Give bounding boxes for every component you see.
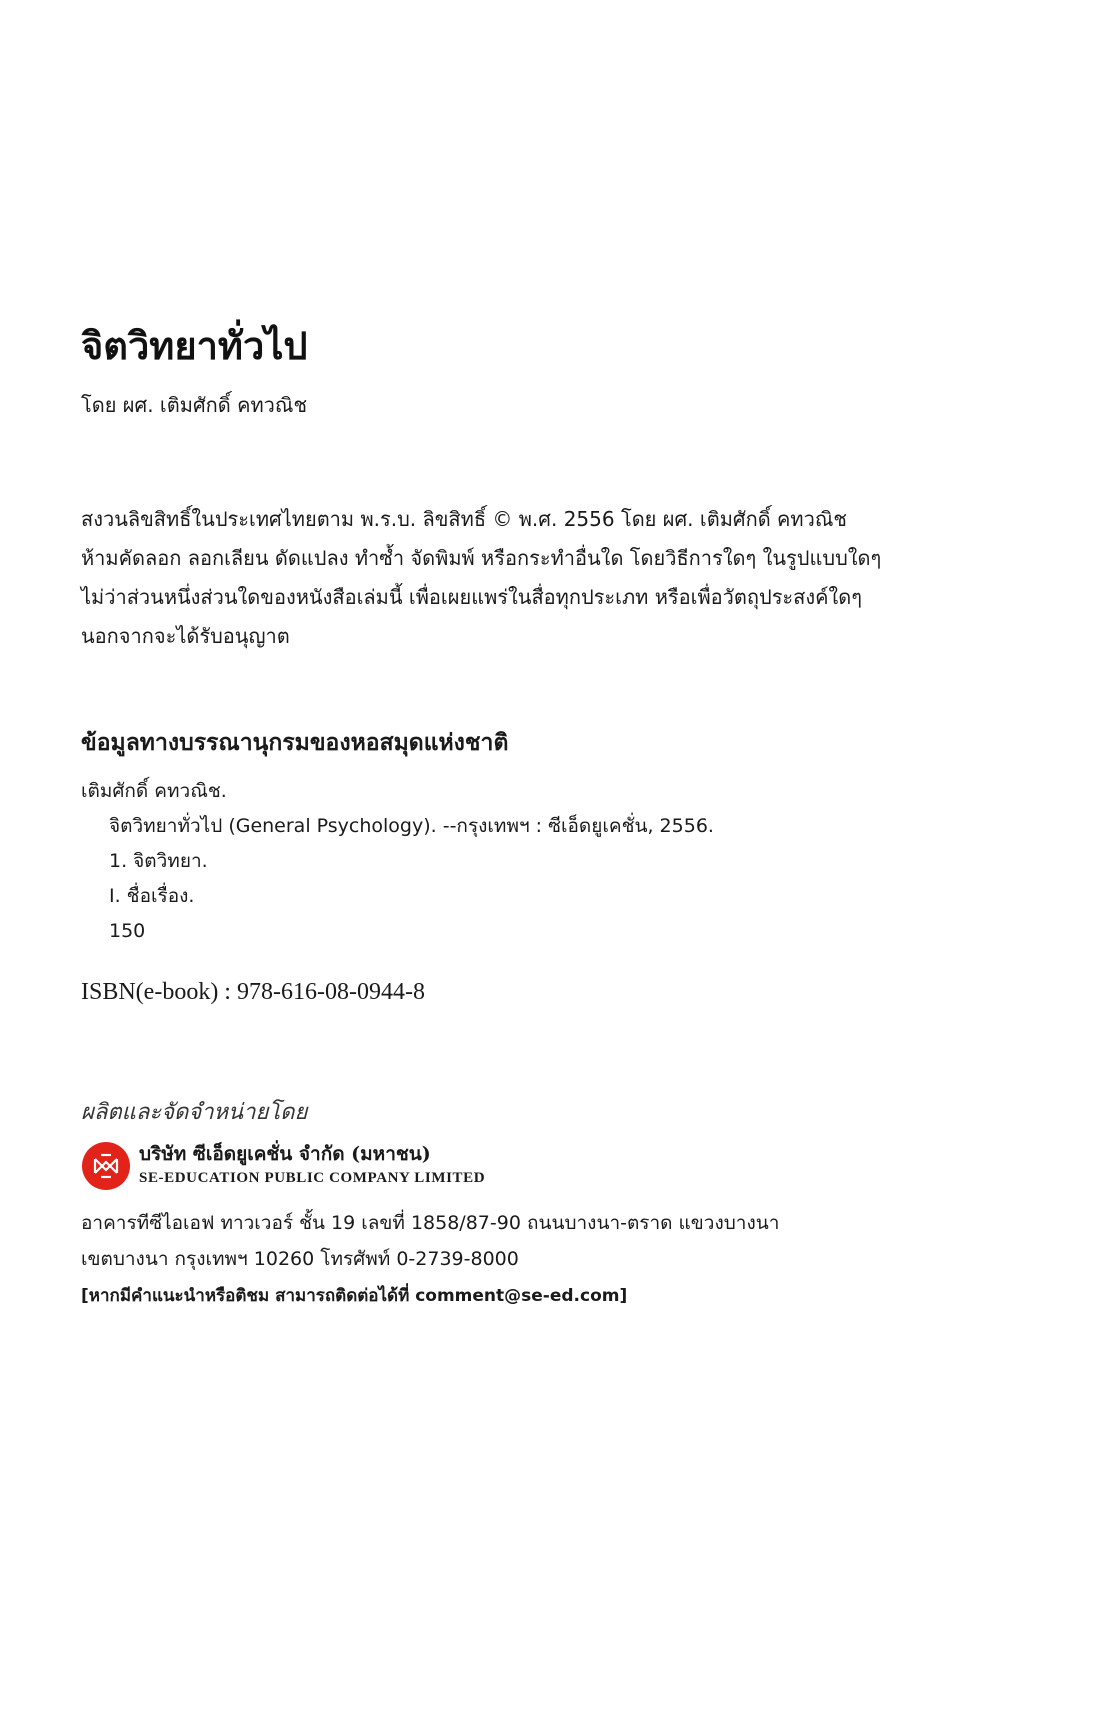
copyright-line: ไม่ว่าส่วนหนึ่งส่วนใดของหนังสือเล่มนี้ เพื่อเผยแพร่ในสื่อทุกประเภท หรือเพื่อวัตถุประสงค์ใดๆ (81, 585, 863, 609)
publisher-block (81, 1140, 681, 1196)
copyright-notice (81, 500, 1021, 656)
se-ed-logo-icon (81, 1141, 131, 1191)
cip-subject: 1. จิตวิทยา. (109, 850, 208, 872)
copyright-line: นอกจากจะได้รับอนุญาต (81, 624, 290, 648)
cip-block (81, 774, 714, 949)
cip-heading: ข้อมูลทางบรรณานุกรมของหอสมุดแห่งชาติ (81, 729, 509, 756)
address-line: เขตบางนา กรุงเทพฯ 10260 โทรศัพท์ 0-2739-8000 (81, 1248, 519, 1270)
contact-line: [หากมีคำแนะนำหรือติชม สามารถติดต่อได้ที่ comment@se-ed.com] (81, 1286, 628, 1306)
cip-entry: จิตวิทยาทั่วไป (General Psychology). --กรุงเทพฯ : ซีเอ็ดยูเคชั่น, 2556. (109, 815, 714, 837)
book-byline: โดย ผศ. เติมศักดิ์ คทวณิช (81, 393, 308, 417)
isbn: ISBN(e-book) : 978-616-08-0944-8 (81, 979, 425, 1005)
cip-class-number: 150 (109, 920, 146, 942)
cip-author: เติมศักดิ์ คทวณิช. (81, 780, 227, 802)
cip-title-entry: I. ชื่อเรื่อง. (109, 885, 195, 907)
producer-label: ผลิตและจัดจำหน่ายโดย (81, 1100, 308, 1125)
company-name-en: SE-EDUCATION PUBLIC COMPANY LIMITED (139, 1170, 486, 1186)
publisher-address (81, 1205, 779, 1277)
copyright-line: ห้ามคัดลอก ลอกเลียน ดัดแปลง ทำซ้ำ จัดพิมพ์ หรือกระทำอื่นใด โดยวิธีการใดๆ ในรูปแบบใดๆ (81, 546, 882, 570)
copyright-line: สงวนลิขสิทธิ์ในประเทศไทยตาม พ.ร.บ. ลิขสิทธิ์ © พ.ศ. 2556 โดย ผศ. เติมศักดิ์ คทวณิช (81, 507, 847, 531)
company-name-th: บริษัท ซีเอ็ดยูเคชั่น จำกัด (มหาชน) (139, 1143, 431, 1165)
address-line: อาคารทีซีไอเอฟ ทาวเวอร์ ชั้น 19 เลขที่ 1858/87-90 ถนนบางนา-ตราด แขวงบางนา (81, 1212, 780, 1234)
book-title: จิตวิทยาทั่วไป (81, 323, 308, 368)
